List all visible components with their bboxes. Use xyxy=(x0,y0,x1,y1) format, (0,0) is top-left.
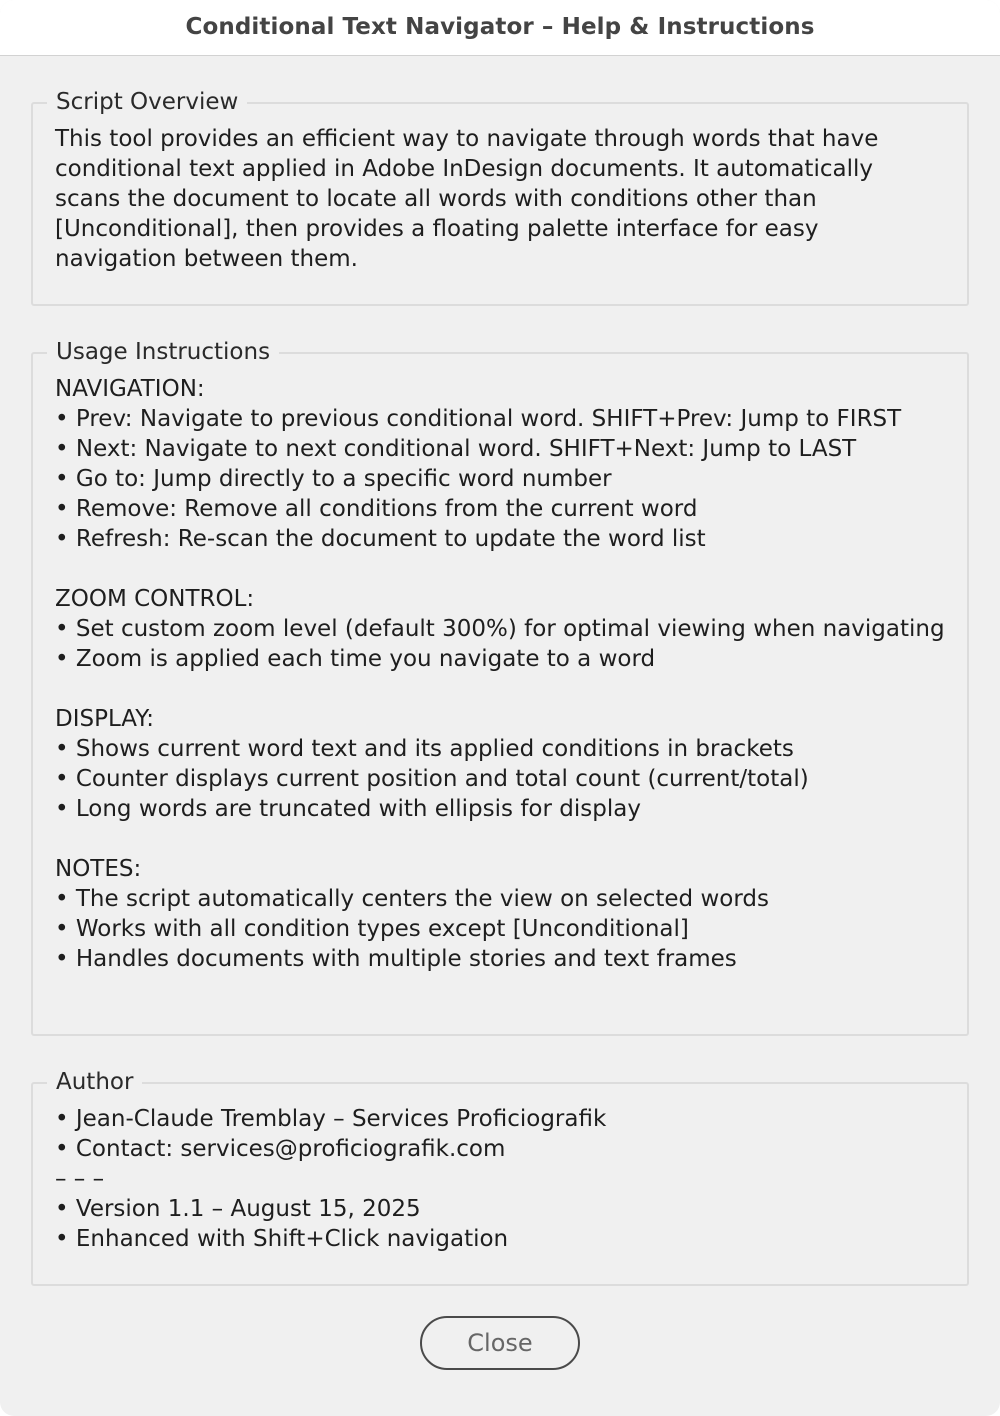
author-legend: Author xyxy=(47,1067,142,1097)
usage-instructions-text: NAVIGATION: • Prev: Navigate to previous conditional word. SHIFT+Prev: Jump to FIRST • Next: Navigate to next conditional word. SHIFT+Next: Jump to LAST • Go to: Jump directly to a specific word number • Remove: Remove all conditions from the current word • Refresh: Re-scan the document to update the word list ZOOM CONTROL: • Set custom zoom level (default 300%) for optimal viewing when navigating • Zoom is applied each time you navigate to a word DISPLAY: • Shows current word text and its applied conditions in brackets • Counter displays current position and total count (current/total) • Long words are truncated with ellipsis for display NOTES: • The script automatically centers the view on selected words • Works with all condition types except [Unconditional] • Handles documents with multiple stories and text frames xyxy=(55,376,945,972)
script-overview-text: This tool provides an efficient way to navigate through words that have conditional text applied in Adobe InDesign documents. It automatically scans the document to locate all words with conditions other than [Unconditional], then provides a floating palette interface for easy navigation between them. xyxy=(55,126,879,272)
close-button[interactable]: Close xyxy=(420,1316,580,1370)
usage-instructions-legend: Usage Instructions xyxy=(47,337,279,367)
script-overview-legend: Script Overview xyxy=(47,87,247,117)
dialog-title: Conditional Text Navigator – Help & Instructions xyxy=(0,0,1000,56)
usage-instructions-panel xyxy=(31,339,969,1036)
author-panel xyxy=(31,1069,969,1286)
script-overview-panel xyxy=(31,89,969,306)
author-text: • Jean-Claude Tremblay – Services Proficiografik • Contact: services@proficiografik.com – – – • Version 1.1 – August 15, 2025 • Enhanced with Shift+Click navigation xyxy=(55,1106,607,1252)
